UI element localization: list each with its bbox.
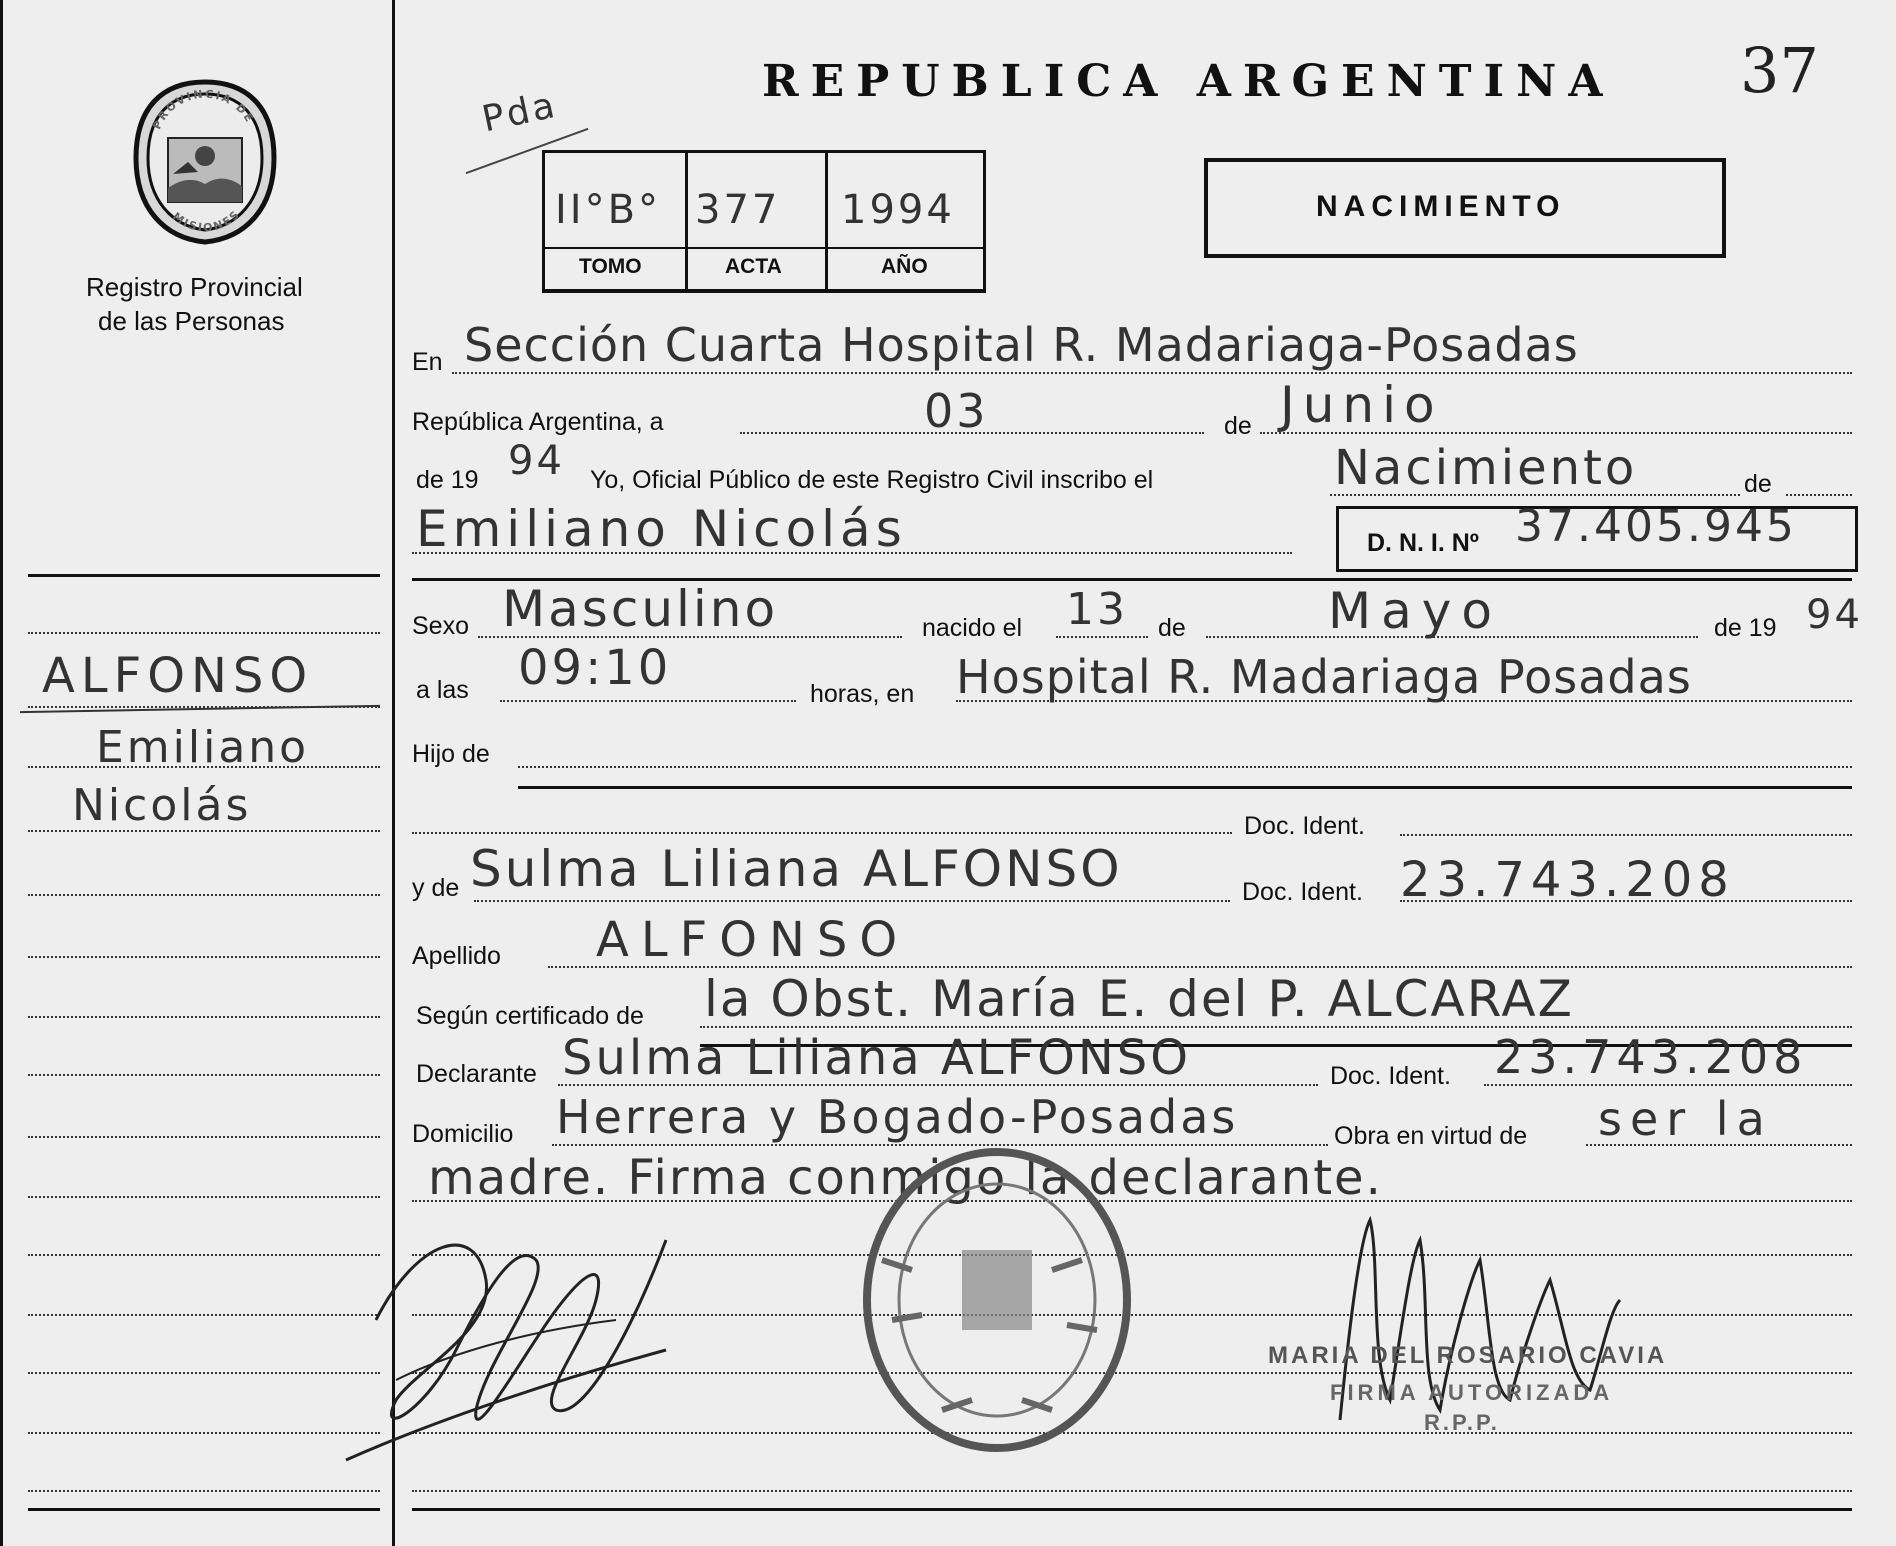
declarante-label: Declarante xyxy=(416,1060,537,1088)
certificado-label: Según certificado de xyxy=(416,1002,644,1030)
hour-value: 09:10 xyxy=(518,640,672,696)
page-number: 37 xyxy=(1740,34,1819,107)
sexo-label: Sexo xyxy=(412,612,469,640)
sidebar-bottom-rule xyxy=(28,1508,380,1511)
dni-value: 37.405.945 xyxy=(1515,501,1797,552)
tomo-label: TOMO xyxy=(579,255,642,278)
mother-doc: 23.743.208 xyxy=(1400,852,1735,908)
de-label-month: de xyxy=(1224,412,1252,440)
doc-ident-label-mother: Doc. Ident. xyxy=(1242,878,1363,906)
sidebar-dotted-line xyxy=(28,1432,380,1434)
de-label-event: de xyxy=(1744,470,1772,498)
doc-ident-label-father: Doc. Ident. xyxy=(1244,812,1365,840)
sidebar-dotted-line xyxy=(28,894,380,896)
sidebar-top-rule xyxy=(28,574,380,577)
acta-label: ACTA xyxy=(725,255,782,278)
day-value: 03 xyxy=(924,384,989,438)
sidebar-dotted-line xyxy=(28,1196,380,1198)
registry-line-1: Registro Provincial xyxy=(86,272,303,302)
type-box xyxy=(1204,158,1726,258)
y-de-label: y de xyxy=(412,874,460,902)
doc-ident-label-declarante: Doc. Ident. xyxy=(1330,1062,1451,1090)
officer-signature xyxy=(336,1200,736,1500)
record-box-col-divider xyxy=(685,153,688,289)
svg-text:PROVINCIA DE: PROVINCIA DE xyxy=(150,87,257,132)
yo-text: Yo, Oficial Público de este Registro Civil inscribo el xyxy=(590,466,1154,494)
country-title: REPUBLICA ARGENTINA xyxy=(762,56,1615,107)
horas-label: horas, en xyxy=(810,680,915,708)
father-line xyxy=(518,766,1852,768)
domicilio-value: Herrera y Bogado-Posadas xyxy=(556,1090,1239,1144)
event-value: Nacimiento xyxy=(1334,440,1638,496)
birth-year-prefix: de 19 xyxy=(1714,614,1777,642)
sidebar-dotted-line xyxy=(28,632,380,634)
en-value: Sección Cuarta Hospital R. Madariaga-Posadas xyxy=(464,318,1579,372)
en-line xyxy=(452,372,1852,374)
year-value: 94 xyxy=(508,438,565,484)
dni-label: D. N. I. Nº xyxy=(1367,529,1479,557)
anio-value: 1994 xyxy=(841,187,955,233)
apellido-value: ALFONSO xyxy=(596,912,910,968)
a-las-label: a las xyxy=(416,676,469,704)
de-label-birth: de xyxy=(1158,614,1186,642)
birth-day-line xyxy=(1056,636,1148,638)
sidebar-dotted-line xyxy=(28,1016,380,1018)
birth-month: Mayo xyxy=(1328,582,1502,640)
declarante-value: Sulma Liliana ALFONSO xyxy=(562,1030,1192,1086)
obra-value: ser la xyxy=(1598,1092,1773,1146)
official-round-seal xyxy=(852,1140,1142,1460)
stamp-org: R.P.P. xyxy=(1424,1410,1500,1435)
domicilio-label: Domicilio xyxy=(412,1120,514,1148)
sidebar-dotted-line xyxy=(28,1254,380,1256)
record-box-col-divider xyxy=(825,153,828,289)
republica-label: República Argentina, a xyxy=(412,408,664,436)
mother-name: Sulma Liliana ALFONSO xyxy=(470,840,1123,898)
obra-label: Obra en virtud de xyxy=(1334,1122,1528,1150)
dni-box xyxy=(1336,501,1858,572)
declarante-doc-line xyxy=(1484,1084,1852,1086)
sidebar-dotted-line xyxy=(28,1314,380,1316)
registry-line-2: de las Personas xyxy=(98,306,285,336)
mother-line xyxy=(474,900,1230,902)
province-seal xyxy=(128,78,282,246)
sidebar-dotted-line xyxy=(28,1490,380,1492)
sidebar-given-name-1: Emiliano xyxy=(96,722,310,773)
declarante-doc: 23.743.208 xyxy=(1494,1030,1808,1084)
acta-value: 377 xyxy=(695,187,781,233)
type-box-label: NACIMIENTO xyxy=(1316,190,1566,223)
en-label: En xyxy=(412,348,443,376)
sidebar-dotted-line xyxy=(28,1074,380,1076)
birth-year: 94 xyxy=(1806,592,1863,638)
form-rule xyxy=(518,786,1852,789)
year-prefix: de 19 xyxy=(416,466,479,494)
stamp-name: MARIA DEL ROSARIO CAVIA xyxy=(1268,1342,1668,1369)
record-box-divider xyxy=(545,247,983,249)
event-line-tail xyxy=(1786,494,1852,496)
sidebar-given-name-2: Nicolás xyxy=(72,780,252,831)
month-value: Junio xyxy=(1280,376,1443,434)
record-box xyxy=(542,150,986,293)
nacido-label: nacido el xyxy=(922,614,1023,642)
svg-text:MISIONES: MISIONES xyxy=(170,207,243,235)
bottom-rule xyxy=(412,1508,1852,1511)
place-value: Hospital R. Madariaga Posadas xyxy=(956,650,1692,704)
hour-line xyxy=(500,700,796,702)
hijo-label: Hijo de xyxy=(412,740,490,768)
birth-day: 13 xyxy=(1066,584,1128,635)
header-annotation: Pda xyxy=(478,84,562,141)
continuation-text: madre. Firma conmigo la declarante. xyxy=(428,1150,1383,1206)
father-doc-line xyxy=(1400,834,1852,836)
sexo-value: Masculino xyxy=(502,580,779,638)
sidebar-dotted-line xyxy=(28,956,380,958)
child-name: Emiliano Nicolás xyxy=(416,500,907,558)
sidebar-dotted-line xyxy=(28,1372,380,1374)
tomo-value: II°B° xyxy=(555,187,662,233)
stamp-role: FIRMA AUTORIZADA xyxy=(1330,1380,1614,1405)
anio-label: AÑO xyxy=(881,255,928,278)
father-line-2 xyxy=(412,832,1232,834)
sidebar-dotted-line xyxy=(28,1136,380,1138)
apellido-label: Apellido xyxy=(412,942,501,970)
left-border-line xyxy=(0,0,3,1546)
sidebar-surname: ALFONSO xyxy=(42,648,314,704)
certificado-value: la Obst. María E. del P. ALCARAZ xyxy=(704,970,1574,1028)
